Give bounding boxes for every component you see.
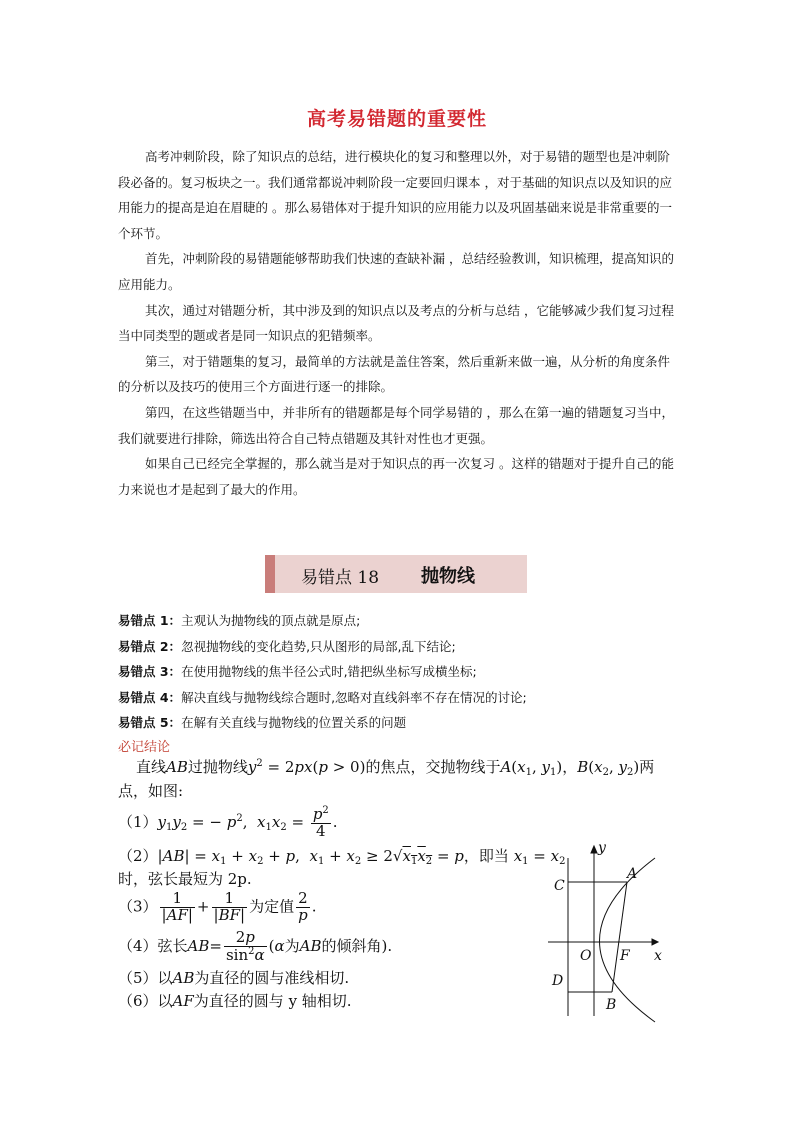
conclusion-item-4: （4）弦长AB= $\frac{2p}{\sin^2\alpha}$ (α为AB的倾斜角). <box>118 928 393 964</box>
banner-stripe <box>265 555 275 593</box>
label-x: x <box>654 948 662 964</box>
error-point-label: 易错点 2： <box>118 638 182 654</box>
intro-paragraph: 第四，在这些错题当中，并非所有的错题都是每个同学易错的 ，那么在第一遍的错题复习当中，我们就要进行排除，筛选出符合自己特点错题及其针对性也才更强。 <box>118 404 674 446</box>
conclusion-intro-line2: 点，如图: <box>118 782 184 800</box>
label-a: A <box>627 866 638 882</box>
error-point-text: 主观认为抛物线的顶点就是原点; <box>181 613 361 628</box>
conclusion-item-2: $(2)|AB| = x_1 + x_2 + p$, $x_1 + x_2 \ge 2√x_1x_2 = p$，即当 $x_1 = x_2$ <box>118 847 566 867</box>
error-point-text: 忽视抛物线的变化趋势,只从图形的局部,乱下结论; <box>181 638 456 654</box>
error-point-item <box>118 710 698 736</box>
error-point-text: 在解有关直线与抛物线的位置关系的问题 <box>181 715 407 730</box>
section-banner <box>265 555 527 593</box>
label-f: F <box>620 948 630 964</box>
conclusion-intro-line: 直线AB过抛物线$y^2 = 2px(p > 0)$的焦点，交抛物线于$A(x_1$, $y_1$)，$B(x_2$, $y_2$)两 <box>136 758 655 778</box>
parabola-diagram <box>540 838 670 1023</box>
intro-paragraph: 其次，通过对错题分析，其中涉及到的知识点以及考点的分析与总结 ，它能够减少我们复习过程当中同类型的题或者是同一知识点的犯错频率。 <box>118 302 674 344</box>
label-o: O <box>580 948 592 964</box>
error-point-item <box>118 659 698 685</box>
intro-paragraph: 高考冲刺阶段，除了知识点的总结，进行模块化的复习和整理以外，对于易错的题型也是冲刺阶段必备的。复习板块之一。我们通常都说冲刺阶段一定要回归课本 ，对于基础的知识点以及知识的应用能力的提高是迫在眉睫的 。那么易错体对于提升知识的应用能力以及巩固基础来说是非常重要的一个环节。 <box>118 149 672 241</box>
conclusion-item-1: $(1)y_1y_2$ = − $p^2$, $x_1x_2$ = $\frac{p^2}{4}$ . <box>118 805 338 840</box>
error-point-text: 解决直线与抛物线综合题时,忽略对直线斜率不存在情况的讨论; <box>181 689 527 705</box>
intro-section <box>118 144 680 502</box>
intro-paragraph: 如果自己已经完全掌握的，那么就当是对于知识点的再一次复习 。这样的错题对于提升自己的能力来说也才是起到了最大的作用。 <box>118 456 674 497</box>
label-c: C <box>554 878 565 894</box>
error-point-item <box>118 685 698 711</box>
y-axis-arrow <box>591 846 597 853</box>
page-title: 高考易错题的重要性 <box>306 108 487 130</box>
conclusion-item-5: （5）以AB为直径的圆与准线相切. <box>118 969 350 987</box>
conclusion-item-6: （6）以AF为直径的圆与 y 轴相切. <box>118 992 352 1010</box>
x-axis-arrow <box>652 939 658 945</box>
error-point-label: 易错点 1： <box>118 613 182 628</box>
must-remember-heading: 必记结论 <box>118 740 171 755</box>
conclusion-item-2-line2: 时，弦长最短为 2p. <box>118 870 252 888</box>
error-point-label: 易错点 3： <box>118 664 182 679</box>
error-point-text: 在使用抛物线的焦半径公式时,错把纵坐标写成横坐标; <box>181 664 477 679</box>
intro-paragraph: 第三，对于错题集的复习，最简单的方法就是盖住答案，然后重新来做一遍，从分析的角度条件的分析以及技巧的使用三个方面进行逐一的排除。 <box>118 353 671 395</box>
error-point-label: 易错点 4： <box>118 689 182 705</box>
banner-topic: 抛物线 <box>421 566 475 587</box>
label-b: B <box>606 997 617 1013</box>
error-point-list <box>118 608 698 736</box>
label-y: y <box>598 840 606 856</box>
label-d: D <box>552 973 564 989</box>
banner-number: 易错点 18 <box>301 568 380 588</box>
error-point-item <box>118 608 698 634</box>
intro-paragraph: 首先，冲刺阶段的易错题能够帮助我们快速的查缺补漏 ，总结经验教训，知识梳理，提高知识的应用能力。 <box>118 251 674 292</box>
error-point-label: 易错点 5： <box>118 715 182 730</box>
conclusion-item-3: （3） $\frac{1}{|AF|}$ + $\frac{1}{|BF|}$ 为定值 $\frac{2}{p}$ . <box>118 889 317 924</box>
error-point-item <box>118 634 698 660</box>
